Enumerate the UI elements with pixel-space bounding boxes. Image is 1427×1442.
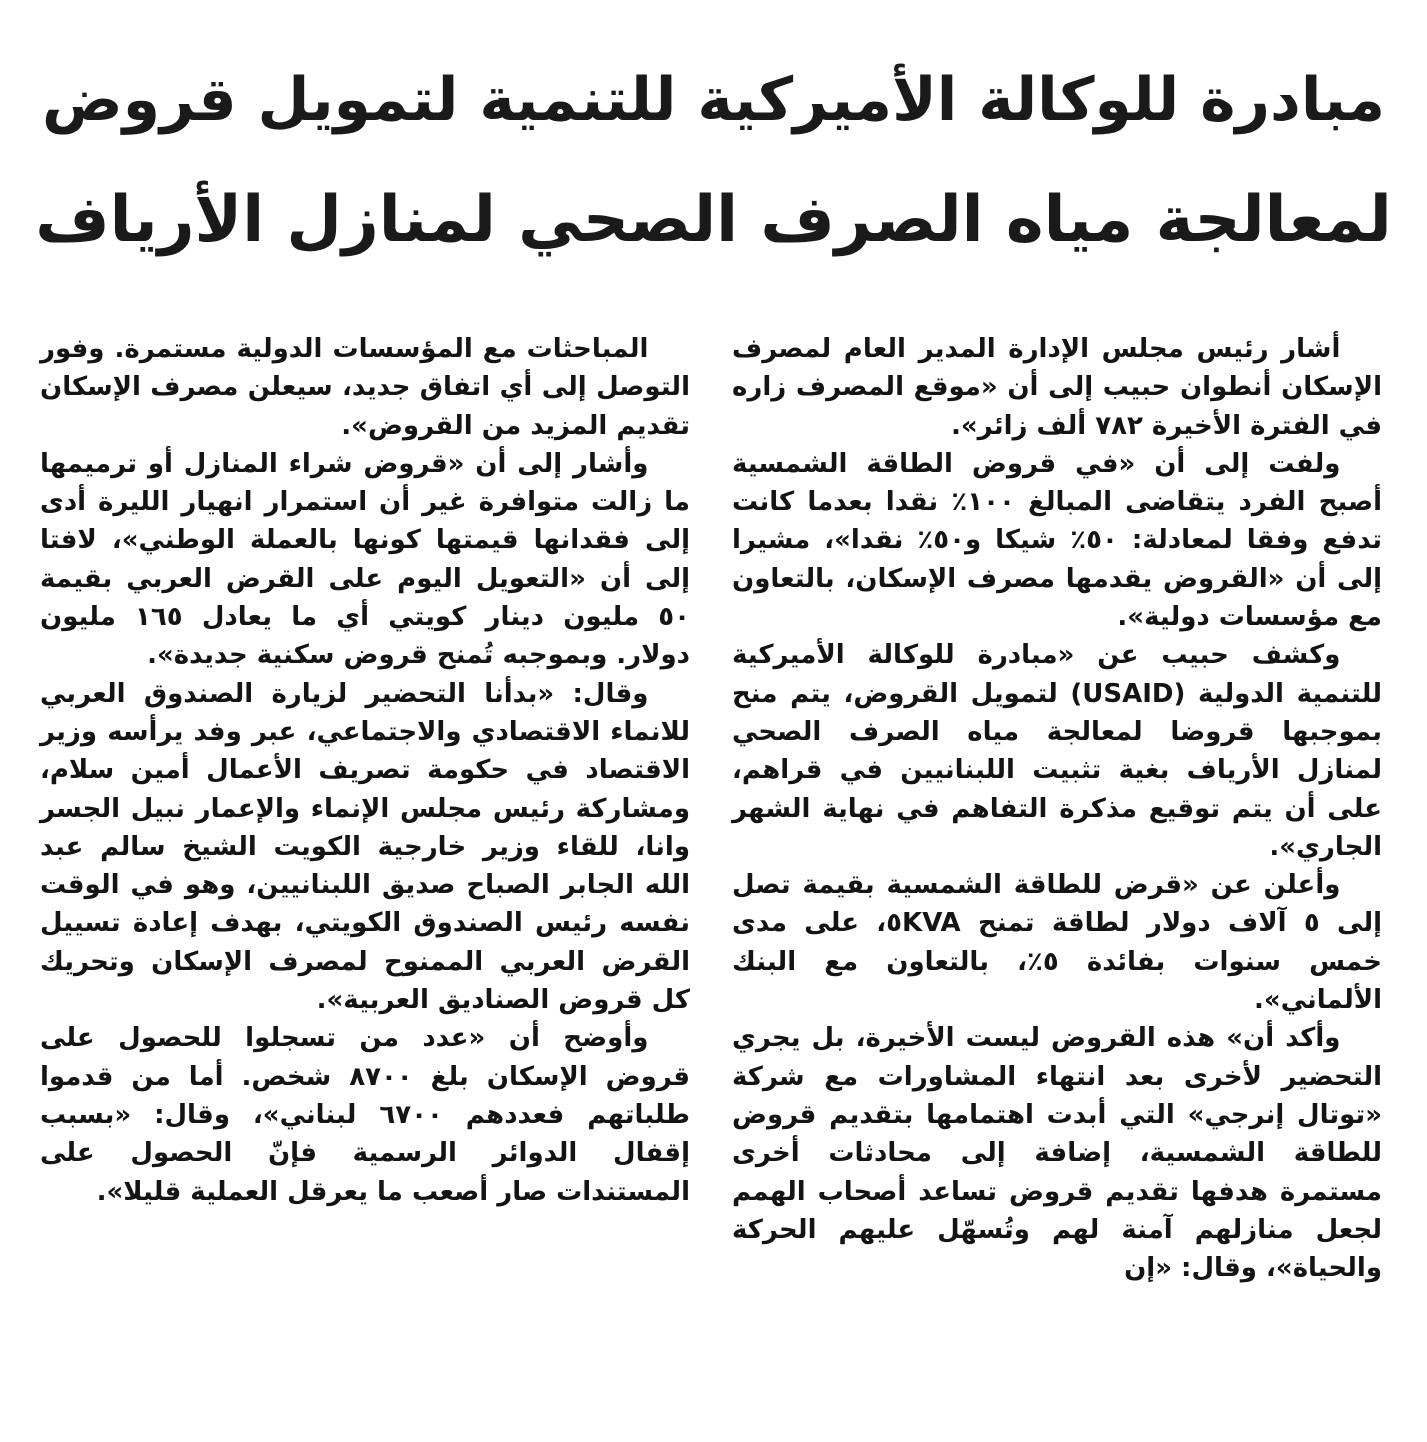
paragraph-arab-fund: وقال: «بدأنا التحضير لزيارة الصندوق العربي للانماء الاقتصادي والاجتماعي، عبر وفد يرأسه وزير الاقتصاد في حكومة تصريف الأعمال أمين سلام، ومشاركة رئيس مجلس الإنماء والإعمار نبيل الجسر وانا، للقاء وزير خارجية الكويت الشيخ سالم عبد الله الجابر الصباح صديق اللبنانيين، وهو في الوقت نفسه رئيس الصندوق الكويتي، بهدف إعادة تسييل القرض العربي الممنوح لمصرف الإسكان وتحريك كل قروض الصناديق العربية». (40, 678, 690, 1016)
article-column-left (40, 330, 690, 1211)
paragraph-applicants: وأوضح أن «عدد من تسجلوا للحصول على قروض الإسكان بلغ ٨٧٠٠ شخص. أما من قدموا طلباتهم فعددهم ٦٧٠٠ لبناني»، وقال: «بسبب إقفال الدوائر الرسمية فإنّ الحصول على المستندات صار أصعب ما يعرقل العملية قليلا». (40, 1023, 691, 1207)
paragraph-visits: أشار رئيس مجلس الإدارة المدير العام لمصرف الإسكان أنطوان حبيب إلى أن «موقع المصرف زاره في الفترة الأخيرة ٧٨٢ ألف زائر». (732, 334, 1382, 441)
headline-line-2: لمعالجة مياه الصرف الصحي لمنازل الأرياف (35, 183, 1392, 257)
article-column-right (732, 330, 1382, 1287)
paragraph-usaid-initiative: وكشف حبيب عن «مبادرة للوكالة الأميركية للتنمية الدولية (USAID) لتمويل القروض، يتم منح بموجبها قروضا لمعالجة مياه الصرف الصحي لمنازل الأرياف بغية تثبيت اللبنانيين في قراهم، على أن يتم توقيع مذكرة التفاهم في نهاية الشهر الجاري». (732, 640, 1382, 862)
paragraph-solar-loan: وأعلن عن «قرض للطاقة الشمسية بقيمة تصل إلى ٥ آلاف دولار لطاقة تمنح ٥KVA، على مدى خمس سنوات بفائدة ٥٪، بالتعاون مع البنك الألماني». (732, 870, 1383, 1016)
paragraph-future-loans: وأكد أن» هذه القروض ليست الأخيرة، بل يجري التحضير لأخرى بعد انتهاء المشاورات مع شركة «توتال إنرجي» التي أبدت اهتمامها بتقديم قروض للطاقة الشمسية، إضافة إلى محادثات أخرى مستمرة هدفها تقديم قروض تساعد أصحاب الهمم لجعل منازلهم آمنة لهم وتُسهّل عليهم الحركة والحياة»، وقال: «إن (732, 1023, 1382, 1284)
paragraph-housing-loans: وأشار إلى أن «قروض شراء المنازل أو ترميمها ما زالت متوافرة غير أن استمرار انهيار الليرة أدى إلى فقدانها قيمتها كونها بالعملة الوطني»، لافتا إلى أن «التعويل اليوم على القرض العربي بقيمة ٥٠ مليون دينار كويتي أي ما يعادل ١٦٥ مليون دولار. وبموجبه تُمنح قروض سكنية جديدة». (40, 448, 691, 671)
paragraph-solar-payments: ولفت إلى أن «في قروض الطاقة الشمسية أصبح الفرد يتقاضى المبالغ ١٠٠٪ نقدا بعدما كانت تدفع وفقا لمعادلة: ٥٠٪ شيكا و٥٠٪ نقدا»، مشيرا إلى أن «القروض يقدمها مصرف الإسكان، بالتعاون مع مؤسسات دولية». (732, 448, 1382, 633)
headline-line-1: مبادرة للوكالة الأميركية للتنمية لتمويل قروض (42, 65, 1385, 135)
article-headline (30, 40, 1397, 280)
paragraph-negotiations: المباحثات مع المؤسسات الدولية مستمرة. وفور التوصل إلى أي اتفاق جديد، سيعلن مصرف الإسكان تقديم المزيد من القروض». (40, 334, 690, 441)
article-body (0, 330, 1427, 1430)
